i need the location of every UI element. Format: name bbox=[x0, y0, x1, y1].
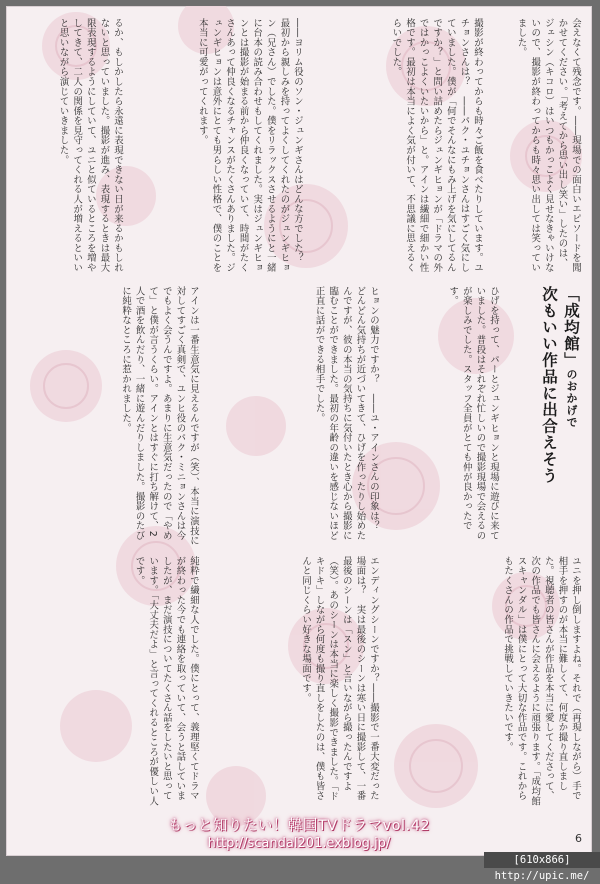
heading-subtitle: 次もいい作品に出合えそう bbox=[540, 286, 558, 484]
article-column-6: ヒョンの魅力ですか？ ――ユ・アインさんの印象は？ どんどん気持ちが近づいてきて、ひげを作ったりし始めたんですが、彼の本当の気持ちに気付いたとき心から撮影に臨むことができました。最初の年齢の違いを感じないほど正直に話ができる相手でした。 bbox=[313, 286, 379, 541]
footer-blog-url[interactable]: http://scandal201.exblog.jp/ bbox=[207, 836, 391, 851]
image-host-watermark: [610x866] http://upic.me/ bbox=[484, 852, 600, 868]
section-heading bbox=[504, 286, 582, 496]
article-column-5: アインは一番生意気に見えるんですが（笑）、本当に演技に対してすごく真剣で、ユンヒ役のパク・ミニョンさんは今でもよく会うんですよ。あまりに生意気だったので「やめて」と僕が言うくらい。アインとはすぐに打ち解けて、2人で酒を飲んだり、一緒に遊んだりしました。撮影のたびに純粋なところに惹かれました。 bbox=[120, 286, 199, 546]
heading-title-bracket: 「成均館」 bbox=[562, 286, 580, 369]
page-number: 6 bbox=[575, 832, 582, 845]
article-column-1: るか、もしかしたら永遠に表現できない日が来るかもしれないと思っていました。撮影が進み、表現するときは最大限表現するようにしていて、ユニと似ているところを増やしてきて、二人の関係を見守ってくれる人が増えるといいと思いながら演じていきました。 bbox=[57, 18, 123, 273]
heading-title-rest: のおかげで bbox=[565, 368, 578, 429]
magazine-page bbox=[6, 6, 592, 856]
footer-magazine-title: もっと知りたい！韓国TVドラマvol.42 bbox=[167, 818, 431, 834]
article-column-10: ユニを押し倒しますよね。それで（再現しながら）手で相手を押すのが本当に難しくて、何度か撮り直しました。視聴者の皆さんが作品を本当に愛してくださって、次の作品でも皆さんに会えるように頑張ります。「成均館スキャンダル」は僕にとって大切な作品です。これからもたくさんの作品で挑戦していきたいです。 bbox=[502, 556, 581, 806]
article-column-2: ――ヨリム役のソン・ジュンギさんはどんな方でした？ 最初から親しみを持ってよくしてくれたのがジュンギヒョン（兄さん）でした。僕をリラックスさせるようにと一緒に台本の読み合わせもしてくれました。実はジュンギヒョンとは撮影が始まる前から仲良くなっていて、時間がたくさんあって仲良くなるチャンスがたくさんありました。ジュンギヒョンは意外にとても男らしい性格で、僕のことを本当に可愛がってくれます。 bbox=[196, 18, 303, 273]
article-column-4: 会えなくて残念です。――現場での面白いエピソードを聞かせてください。「考えてから思い出し笑い」したのは、ジェシン（キコロ）はいつもかっこよく見せなきゃいけないので、撮影が終わってからも時々思い出しては笑っていました。 bbox=[515, 18, 581, 273]
article-column-3: 撮影が終わってからも時々ご飯を食べたりしています。ユチョンさんは？ ――パク・ユチョンさんはすごく気にしていました。僕が「何でそんなにもみ上げを気にしてるんですか？」と問い詰めたらジュンギヒョンが「ドラマの外ではかっこよくいたいから」と。アインは繊細で細かい性格です。最初は本当によく気が付いて、不思議に思えるくらいでした。 bbox=[390, 18, 483, 273]
article-column-9: エンディングシーンですか？――撮影で一番大変だった場面は？ 実は最後のシーンは寒い日に撮影して、一番最後のシーンは「スン」と言いながら撮ったんですよ（笑）。あのシーンは本当に楽しく撮影できました。「ドキドキ」しながら何度も撮り直しをしたのは、僕も皆さんと同じくらい好きな場面です。 bbox=[300, 556, 379, 802]
article-column-8: 純粋で繊細な人でした。僕にとって、義理堅くてドラマが終わった今でも連絡を取っていて、会うと話していましたが、まだ演技についてたくさん話をしたいと思っています。「大丈夫だよ」と言ってくれるところが優しい人です。 bbox=[133, 556, 199, 806]
article-column-7: ひげを持って、パーとジュンギヒョンと現場に遊びに来ていました。普段はそれぞれ忙しいので撮影現場で会えるのが楽しみでした。スタッフ全員がとても仲が良かったです。 bbox=[447, 286, 499, 541]
